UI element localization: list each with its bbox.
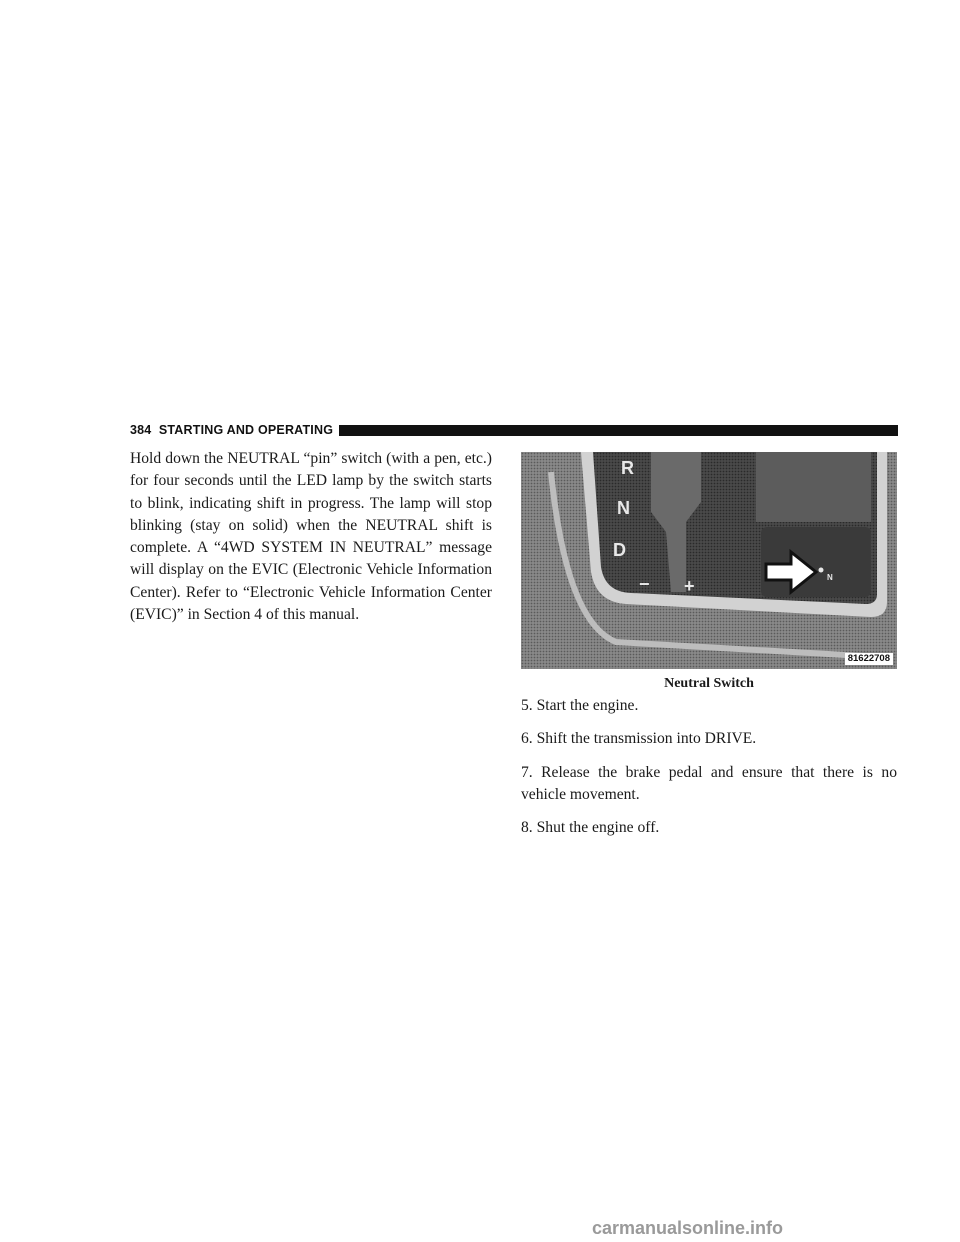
right-column [521,695,897,850]
header-rule [339,425,898,436]
watermark: carmanualsonline.info [592,1218,784,1238]
instruction-paragraph: Hold down the NEUTRAL “pin” switch (with a pen, etc.) for four seconds until the LED lamp by the switch starts to blink, indicating shift in progress. The lamp will stop blinking (stay on solid) when the NEUTRAL shift is complete. A “4WD SYSTEM IN NEUTRAL” message will display on the EVIC (Electronic Vehicle Information Center). Refer to “Electronic Vehicle Information Center (EVIC)” in Section 4 of this manual. [130,450,492,624]
gear-label-r: R [621,458,634,478]
shift-boot [756,452,871,522]
page-number: 384 [130,423,152,437]
switch-housing [761,527,871,597]
left-column [130,448,492,626]
gear-label-n: N [617,498,630,518]
minus-label: − [639,574,650,594]
step-6: 6. Shift the transmission into DRIVE. [521,730,757,748]
plus-label: + [684,576,695,596]
page-header [130,422,898,438]
figure-id: 81622708 [845,653,893,665]
figure-caption: Neutral Switch [664,676,754,691]
switch-label-n: N [827,573,833,582]
led-lamp-icon [819,568,824,573]
page-number-and-section [130,423,333,437]
section-title: STARTING AND OPERATING [158,423,334,437]
shifter-illustration [521,452,897,669]
step-7: 7. Release the brake pedal and ensure that there is no vehicle movement. [521,763,897,803]
gear-label-d: D [613,540,626,560]
step-5: 5. Start the engine. [521,697,639,714]
step-8: 8. Shut the engine off. [521,819,660,837]
neutral-switch-figure [521,452,897,669]
